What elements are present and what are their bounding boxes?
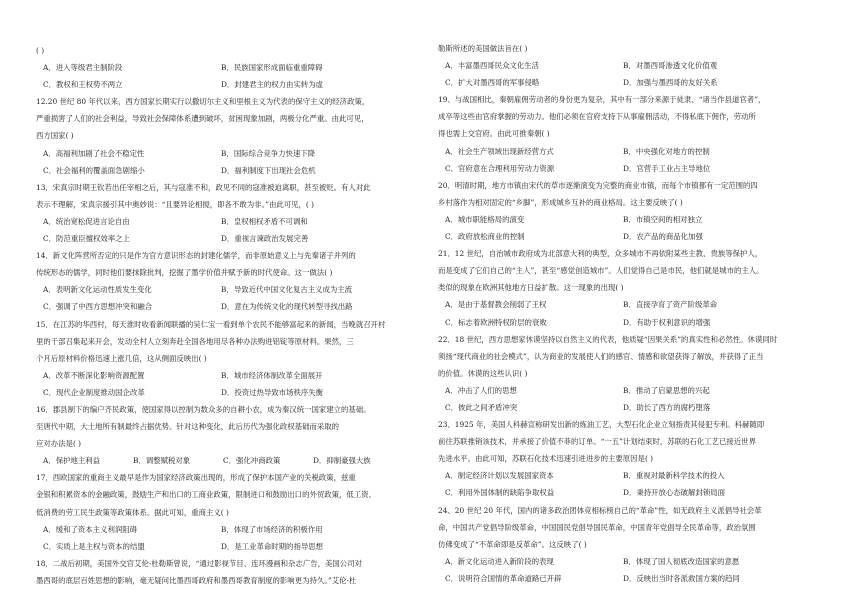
- option: C．标志着欧洲特权阶层的衰败: [445, 317, 547, 327]
- q22-text: 的价值。休谟的这些认识( ): [438, 368, 528, 378]
- option: B．体现了市场经济的积极作用: [221, 524, 323, 534]
- q20-options-row-2: [438, 228, 836, 245]
- option: B．体现了国人彻底改造国家的意愿: [623, 556, 740, 566]
- q15-text: 15．在江苏的华西村，每天淮时收看新闻联播的吴仁宝一看到单个农民不能够富起来的新闻，当晚就召开村: [36, 319, 386, 329]
- q13-text: 13．宋真宗时期王钦若出任宰相之后，其与寇准不和，政见不同的寇准被迫离职，甚至被贬。有人对此: [36, 182, 371, 192]
- q17-text: 金银和积累资本的金融政策，鼓励生产和出口的工商业政策，限制进口和鼓励出口的外贸政策，低工资、: [36, 490, 376, 500]
- q13-options-row-1: [36, 213, 434, 230]
- option: B．中央强化对地方的控制: [623, 146, 710, 156]
- q18-options-row-2: [438, 74, 836, 91]
- option: D．秉持开放心态破解封锁局面: [623, 488, 726, 498]
- q17-options-row-1: [36, 521, 434, 538]
- option: C．政府放松商业的控制: [445, 232, 525, 242]
- q20-text: 20．明清时期，地方市镇由宋代的草市逐渐演变为完整的商业市镇，而每个市镇都有一定范围的四: [438, 180, 758, 190]
- option: D．封建君主的权力由实转为虚: [221, 80, 324, 90]
- q15-options-row-2: [36, 384, 434, 401]
- option: D．抑制豪强大族: [313, 456, 371, 466]
- option: A．改革不断深化影响资源配置: [43, 370, 145, 380]
- q12-text: 严重损害了人们的社会利益，导致社会保障体系遭到破坏，贫困现象加剧，两极分化严重。由此可见，: [36, 114, 369, 124]
- q24-options-row-2: [438, 570, 836, 587]
- q21-text: 而是变成了它们自己的“主人”，甚至“感觉创造城市”。人们觉得自己是市民，他们就是城市的主人。: [438, 266, 764, 276]
- option: C．教权和王权势不两立: [43, 80, 123, 90]
- option: C．扩大对墨西哥的军事侵略: [445, 78, 540, 88]
- option: C．社会福利的覆盖面急剧缩小: [43, 165, 145, 175]
- q24-text: 24、20 世纪 20 年代，国内的诸多政治团体竞相标榜自己的“革命”性，如无政府主义派倡导社会革: [438, 505, 762, 515]
- option: A．统治宽松促进言论自由: [43, 216, 130, 226]
- q16-text: 应对办法是( ): [36, 439, 82, 449]
- q22-text: 须扬“现代商业的社会模式”，认为商业的发展使人们的感官、情感和欲望获得了解放，并获得了正当: [438, 351, 764, 361]
- q11-options-row-1: [36, 59, 434, 76]
- option: A．高福利加剧了社会不稳定性: [43, 148, 145, 158]
- option: B．国际综合竞争力快速下降: [221, 148, 316, 158]
- option: B．城市经济体制改革全面展开: [221, 370, 323, 380]
- q16-options-row: [36, 452, 434, 469]
- option: D．投资过热导致市场秩序失衡: [221, 387, 324, 397]
- q19-options-row-2: [438, 160, 836, 177]
- option: A．表明新文化运动性质发生变化: [43, 285, 152, 295]
- q24-text: 仿佛变成了“不革命即是反革命”。这反映了( ): [438, 539, 587, 549]
- option: C．实质上是主权与资本的结盟: [43, 541, 145, 551]
- option: C．说明符合国情的革命道路已开辟: [445, 573, 562, 583]
- option: A．保护地主利益: [43, 456, 101, 466]
- q11-options-row-2: [36, 76, 434, 93]
- continued-line: ( ): [36, 46, 45, 55]
- option: C．利用外国体制的缺陷争取权益: [445, 488, 555, 498]
- option: B．直接孕育了资产阶级革命: [623, 300, 718, 310]
- q14-text: 传统形态的儒学，同时他们要抹除批判，挖掘了墨学价值并赋予新的时代使命。这一做法( ): [36, 268, 333, 278]
- q15-text: 里的干部召集起来开会，发动全村人立刻奔赴全国各地用尽各种办法购进铝锭等原材料。果然，三: [36, 336, 354, 346]
- q23-text: 前往苏联推销该技术，并承接了价值不菲的订单。“一五”计划结束时，苏联的石化工艺已接近世界: [438, 437, 756, 447]
- option: D．有助于权利意识的增强: [623, 317, 711, 327]
- option: D．福利制度下出现社会危机: [221, 165, 316, 175]
- q18-text-continued: 勒斯所述的美国做法旨在( ): [438, 44, 528, 53]
- q19-text: 得也需上交官府。由此可推秦朝( ): [438, 129, 550, 139]
- option: C．彼此之间矛盾冲突: [445, 402, 518, 412]
- q23-text: 先进水平。由此可知，苏联石化技术迅速引进进步的主要原因是( ): [438, 454, 654, 464]
- option: D．意在为传统文化的现代转型寻找出路: [221, 302, 353, 312]
- q22-options-row-1: [438, 382, 836, 399]
- option: B．对墨西哥渗透文化价值观: [623, 61, 718, 71]
- option: D．农产品的商品化加强: [623, 232, 703, 242]
- q23-text: 23、1925 年，美国人科赫宣称研发出新的炼油工艺，大型石化企业立刻指责其侵犯专利。科赫随即: [438, 420, 765, 430]
- q21-text: 21．12 世纪，自治城市政府成为北部意大利的典型，众多城市不再依附某些主教、贵族等保护人，: [438, 249, 763, 259]
- q21-options-row-2: [438, 314, 836, 331]
- q15-options-row-1: [36, 367, 434, 384]
- option: A．城市职能格局的演变: [445, 214, 525, 224]
- option: D．是工业革命时期的指导思想: [221, 541, 324, 551]
- q20-text: 乡村落作为相对固定的“乡脚”，形成城乡互补的商业格局。这主要反映了( ): [438, 197, 683, 207]
- option: C．强化冲商政策: [223, 456, 281, 466]
- q18-text: 18．二战后初期，美国外交官艾伦·杜勒斯曾说，“通过影视节目、连环漫画和杂志广告，美国公司对: [36, 558, 362, 568]
- option: A．缓和了资本主义利润阻碍: [43, 524, 138, 534]
- q12-options-row-2: [36, 162, 434, 179]
- q19-text: 19、与战国相比，秦朝雇佣劳动者的身份更为复杂，其中有一部分来源于徒隶、“诸当作县道官者”，: [438, 95, 766, 105]
- option: B．导致近代中国文化复古主义成为主流: [221, 285, 353, 295]
- q17-options-row-2: [36, 538, 434, 555]
- q19-options-row-1: [438, 143, 836, 160]
- option: C．防范重臣擅权效率之上: [43, 234, 130, 244]
- q24-options-row-1: [438, 553, 836, 570]
- q23-options-row-2: [438, 484, 836, 501]
- option: A．制定经济计划以发展国家资本: [445, 471, 554, 481]
- option: B．重视对最新科学技术的投入: [623, 471, 725, 481]
- q14-options-row-1: [36, 281, 434, 298]
- option: B．皇权相权矛盾不可调和: [221, 216, 308, 226]
- q19-text: 成卒等这些由官府掌握的劳动力。他们必须在官府支持下从事雇佣活动，不得私底下佣作，劳动所: [438, 112, 756, 122]
- option: A．社会生产领域出现新经营方式: [445, 146, 554, 156]
- option: D．官营手工业占主导地位: [623, 163, 711, 173]
- option: C．官府意在合理利用劳动力资源: [445, 163, 555, 173]
- q24-text: 命，中国共产党倡导阶级革命，中国国民党倡导国民革命，中国青年党倡导全民革命等，政治氛围: [438, 522, 756, 532]
- q13-options-row-2: [36, 230, 434, 247]
- q17-text: 17．西欧国家的重商主义最早是作为国家经济政策出现的，形成了保护本国产业的关税政策，兹重: [36, 473, 356, 483]
- q23-options-row-1: [438, 467, 836, 484]
- q12-text: 12.20 世纪 80 年代以来，西方国家长期实行以撒切尔主义和里根主义为代表的保守主义的经济政策，: [36, 97, 370, 107]
- option: B．推动了启蒙思想的兴起: [623, 385, 710, 395]
- q21-text: 类似的现象在欧洲其他地方日益扩散。这一现象的出现( ): [438, 283, 624, 293]
- option: B．调整赋税对象: [133, 456, 191, 466]
- q22-text: 22．18 世纪，西方思想家休谟坚持以自然主义的代表，他质疑“因果关系”的真实性和必然性。休谟同时: [438, 334, 778, 344]
- q12-text: 西方国家( ): [36, 131, 74, 141]
- option: B．市镇空间的相对独立: [623, 214, 703, 224]
- option: D．反映出当时各派救国方案的趋同: [623, 573, 740, 583]
- option: B．民族国家形成面临重重障碍: [221, 63, 323, 73]
- q16-text: 16．郡县制下的编户齐民政策，使国家得以控制为数众多的自耕小农，成为秦汉统一国家建立的基础。: [36, 404, 371, 414]
- q16-text: 至唐代中期，大土地所有制最终占据优势。针对这种变化，此后历代为强化政权基础而采取的: [36, 422, 340, 432]
- q17-text: 低消费的劳工民生政策等政策体系。据此可知，重商主义( ): [36, 507, 229, 517]
- q20-options-row-1: [438, 211, 836, 228]
- q15-text: 个月后原材料价格迅速上涨几倍，这从侧面反映出( ): [36, 353, 207, 363]
- option: A．是由于基督教会削弱了王权: [445, 300, 547, 310]
- q18-options-row-1: [438, 57, 836, 74]
- q12-options-row-1: [36, 145, 434, 162]
- right-column: [438, 40, 836, 587]
- q21-options-row-1: [438, 296, 836, 313]
- option: A．冲击了人们的思想: [445, 385, 517, 395]
- left-column: [36, 42, 434, 589]
- option: D．加强与墨西哥的友好关系: [623, 78, 718, 88]
- q14-options-row-2: [36, 298, 434, 315]
- option: C．强调了中西方思想冲突和融合: [43, 302, 153, 312]
- option: A．新文化运动进入新阶段的表现: [445, 556, 554, 566]
- option: A．丰富墨西哥民众文化生活: [445, 61, 540, 71]
- option: A．进入等级君主制阶段: [43, 63, 123, 73]
- option: D．重视言谏政治发展完善: [221, 234, 309, 244]
- option: C．现代企业制度推动国企改革: [43, 387, 145, 397]
- q22-options-row-2: [438, 399, 836, 416]
- option: D．助长了西方的腐朽堕落: [623, 402, 711, 412]
- q18-text: 墨西哥的底层百姓思想的影响，毫无疑问比墨西哥政府和墨西哥教育制度的影响更为持久。”艾伦·杜: [36, 575, 357, 585]
- q13-text: 表示不理解，宋真宗援引其中奥妙说：“且要异论相搅，即各不敢为非。”由此可见，( ): [36, 199, 315, 209]
- q14-text: 14．新文化阵营所否定的只是作为官方意识形态的封建化儒学，而非原始意义上与先秦诸子并列的: [36, 251, 356, 261]
